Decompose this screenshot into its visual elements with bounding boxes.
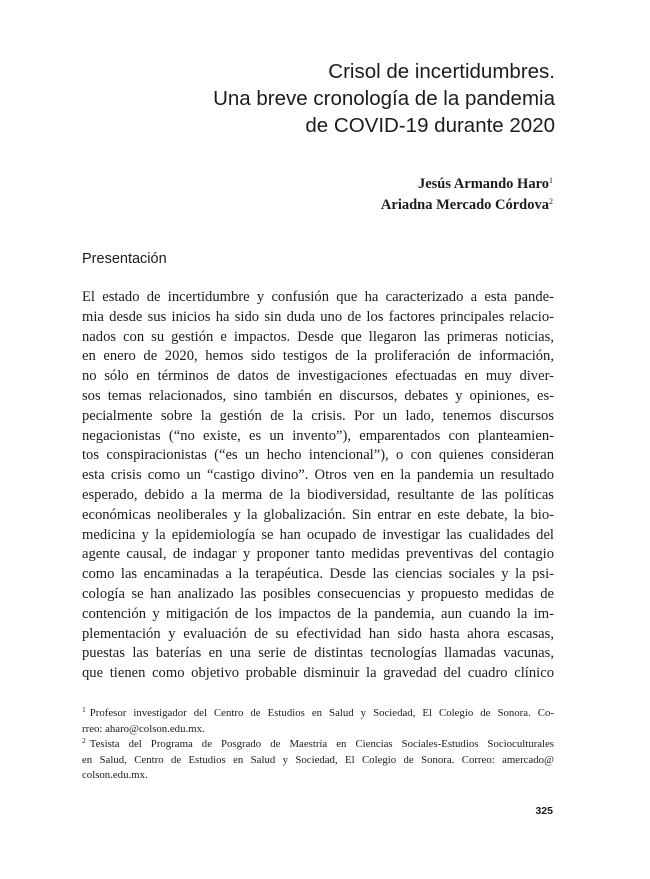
body-paragraph (82, 288, 554, 684)
body-line: plementación y evaluación de su efectividad han sido hasta ahora escasas, (82, 625, 554, 642)
body-line: no sólo en términos de datos de investigaciones efectuadas en muy diver- (82, 368, 554, 385)
section-heading: Presentación (82, 251, 167, 267)
title-line-3-pre: de (305, 114, 334, 137)
author-name: Jesús Armando Haro (417, 176, 549, 192)
body-line: esperado, debido a la merma de la biodiversidad, resultante de las políticas (82, 486, 554, 503)
body-line: tos conspiracionistas (“es un hecho intencional”), o con quienes consideran (82, 447, 554, 464)
article-title (213, 58, 555, 139)
body-line: como las encaminadas a la terapéutica. Desde las ciencias sociales y la psi- (82, 566, 554, 583)
body-line: medicina y la epidemiología se han ocupado de investigar las cualidades del (82, 526, 554, 543)
footnote-line: colson.edu.mx. (82, 769, 148, 781)
body-line: puestas las baterías en una serie de distintas tecnologías llamadas vacunas, (82, 645, 554, 662)
title-line-3-post: -19 durante 2020 (398, 114, 555, 137)
author-name: Ariadna Mercado Córdova (380, 197, 549, 213)
body-line: sos temas relacionados, sino también en discursos, debates y opiniones, es- (82, 387, 554, 404)
footnote-mark: 2 (82, 736, 86, 745)
title-covid-smallcaps: COVID (333, 114, 399, 137)
page-number: 325 (535, 805, 553, 817)
author-list (381, 174, 553, 216)
body-line: en enero de 2020, hemos sido testigos de la proliferación de información, (82, 348, 554, 365)
footnote-line (82, 706, 554, 722)
footnote-ref: 2 (549, 197, 553, 206)
footnote-1 (82, 706, 554, 737)
body-line: agente causal, de indagar y proponer tanto medidas preventivas del contagio (82, 546, 554, 563)
body-line: El estado de incertidumbre y confusión que ha caracterizado a esta pande- (82, 289, 554, 305)
footnote-2 (82, 737, 554, 784)
body-line: esta crisis como un “castigo divino”. Otros ven en la pandemia un resultado (82, 467, 554, 484)
footnote-text: Profesor investigador del Centro de Estudios en Salud y Sociedad, El Colegio de Sonora. Co- (89, 707, 554, 719)
body-line: contención y mitigación de los impactos de la pandemia, aun cuando la im- (82, 605, 554, 622)
footnote-ref: 1 (549, 176, 553, 185)
body-line: pecialmente sobre la gestión de la crisis. Por un lado, tenemos discursos (82, 407, 554, 424)
footnote-text: Tesista del Programa de Posgrado de Maestría en Ciencias Sociales-Estudios Socioculturales (89, 738, 554, 750)
title-line-3 (213, 112, 555, 139)
author-2 (381, 195, 553, 216)
footnote-line: en Salud, Centro de Estudios en Salud y Sociedad, El Colegio de Sonora. Correo: amercado@ (82, 753, 554, 766)
body-line: que tienen como objetivo probable disminuir la gravedad del cuadro clínico (82, 665, 554, 682)
title-line-1: Crisol de incertidumbres. (328, 60, 555, 83)
body-line: económicas neoliberales y la globalización. Sin entrar en este debate, la bio- (82, 506, 554, 523)
footnote-line: rreo: aharo@colson.edu.mx. (82, 722, 205, 735)
footnote-line (82, 737, 554, 753)
body-line: negacionistas (“no existe, es un invento”), emparentados con planteamien- (82, 427, 554, 444)
body-line: nados con su gestión e impactos. Desde que llegaron las primeras noticias, (82, 328, 554, 345)
footnotes (82, 706, 554, 784)
footnote-mark: 1 (82, 705, 86, 714)
title-line-2: Una breve cronología de la pandemia (213, 87, 555, 110)
author-1 (381, 174, 553, 195)
body-line: mia desde sus inicios ha sido sin duda uno de los factores principales relacio- (82, 308, 554, 325)
body-line: cología se han analizado las posibles consecuencias y propuesto medidas de (82, 585, 554, 602)
